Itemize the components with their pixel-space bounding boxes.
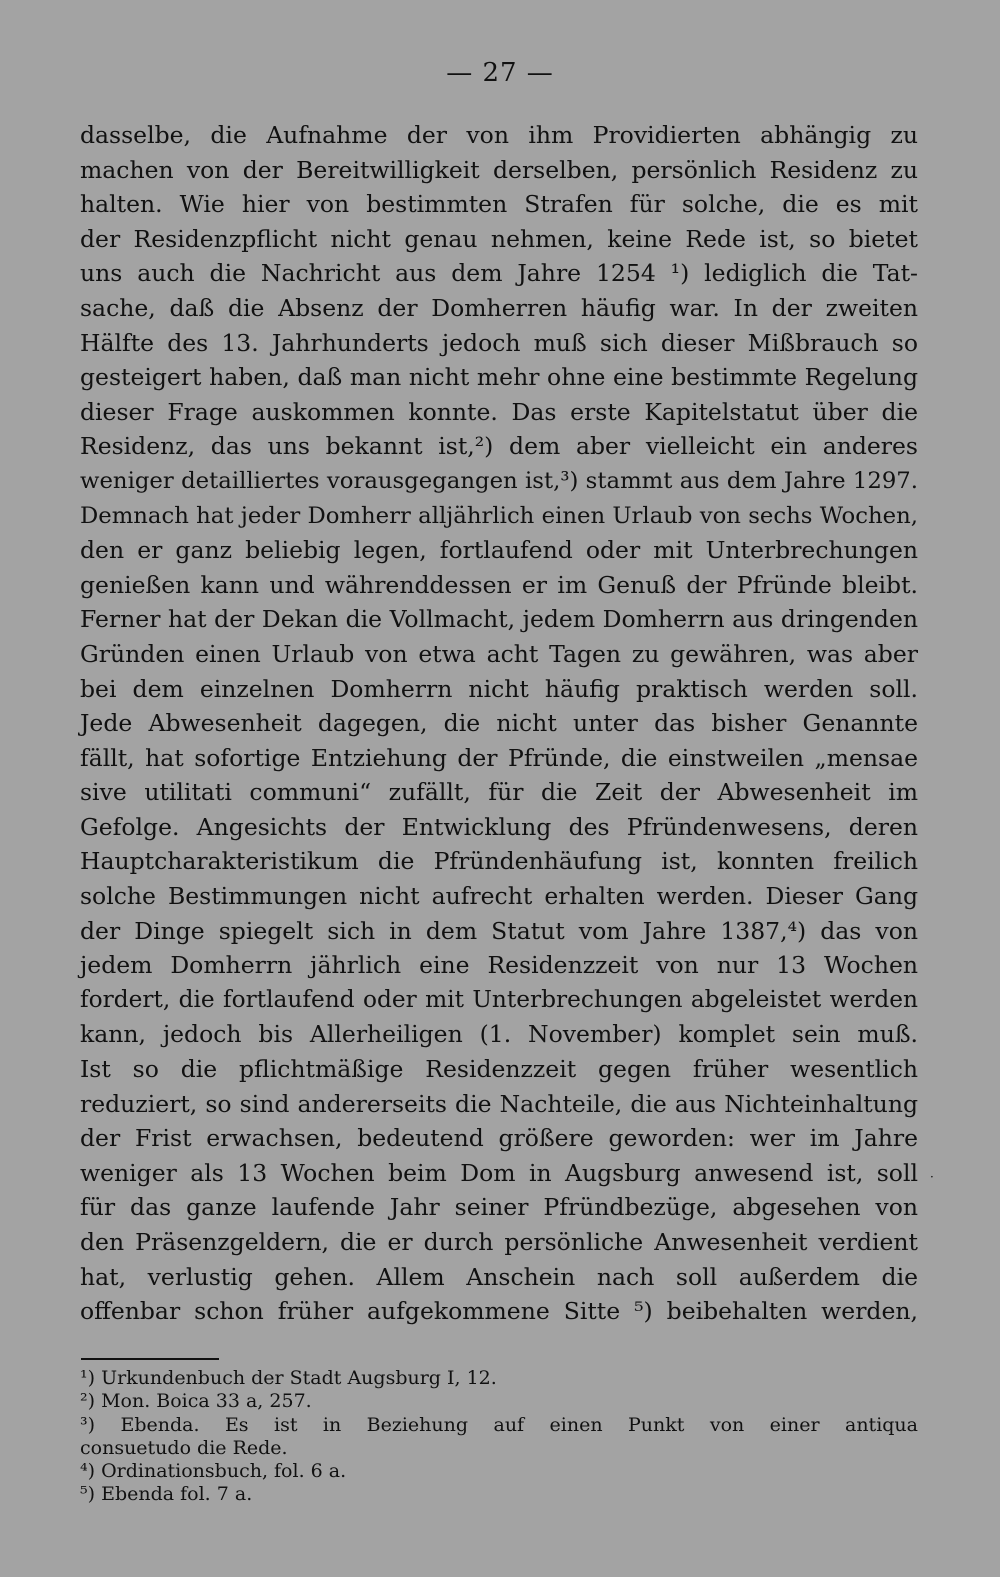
text-line: den er ganz beliebig legen, fortlaufend oder mit Unterbrechungen [80,536,918,565]
footnote-line: ²) Mon. Boica 33 a, 257. [80,1390,312,1413]
text-line: sache, daß die Absenz der Domherren häufig war. In der zweiten [80,293,918,322]
text-line: hat, verlustig gehen. Allem Anschein nach soll außerdem die [80,1262,918,1291]
footnote-line: ³) Ebenda. Es ist in Beziehung auf einen Punkt von einer antiqua [80,1413,918,1436]
text-line: Ist so die pflichtmäßige Residenzzeit gegen früher wesentlich [80,1055,918,1084]
text-line: solche Bestimmungen nicht aufrecht erhalten werden. Dieser Gang [80,882,918,911]
footnote-line: ⁴) Ordinationsbuch, fol. 6 a. [80,1460,347,1483]
text-line: bei dem einzelnen Domherrn nicht häufig praktisch werden soll. [80,674,918,703]
footnote-divider [81,1358,219,1360]
text-line: Gefolge. Angesichts der Entwicklung des Pfründenwesens, deren [80,812,918,841]
text-line: gesteigert haben, daß man nicht mehr ohne eine bestimmte Regelung [80,363,918,392]
body-text [80,118,918,1329]
text-line: fordert, die fortlaufend oder mit Unterbrechungen abgeleistet werden [80,985,918,1013]
text-line: der Dinge spiegelt sich in dem Statut vom Jahre 1387,⁴) das von [80,916,918,945]
text-line: fällt, hat sofortige Entziehung der Pfründe, die einstweilen „mensae [80,743,918,772]
text-line: weniger detailliertes vorausgegangen ist,³) stammt aus dem Jahre 1297. [80,467,918,494]
text-line: für das ganze laufende Jahr seiner Pfründbezüge, abgesehen von [80,1193,918,1222]
text-line: jedem Domherrn jährlich eine Residenzzeit von nur 13 Wochen [80,951,918,980]
text-line: Residenz, das uns bekannt ist,²) dem aber vielleicht ein anderes [80,432,918,461]
page-number: — 27 — [446,58,554,88]
text-line: den Präsenzgeldern, die er durch persönliche Anwesenheit verdient [80,1228,918,1256]
footnote-line: ⁵) Ebenda fol. 7 a. [80,1483,253,1506]
text-line: Ferner hat der Dekan die Vollmacht, jedem Domherrn aus dringenden [80,605,918,634]
text-line: Hälfte des 13. Jahrhunderts jedoch muß sich dieser Mißbrauch so [80,328,918,357]
text-line: Jede Abwesenheit dagegen, die nicht unter das bisher Genannte [80,709,918,738]
text-line: sive utilitati communi“ zufällt, für die Zeit der Abwesenheit im [80,778,918,807]
text-line: weniger als 13 Wochen beim Dom in Augsburg anwesend ist, soll [80,1158,918,1187]
text-line: Demnach hat jeder Domherr alljährlich einen Urlaub von sechs Wochen, [80,502,918,529]
text-line: kann, jedoch bis Allerheiligen (1. November) komplet sein muß. [80,1020,918,1049]
text-line: Gründen einen Urlaub von etwa acht Tagen zu gewähren, was aber [80,639,918,668]
stray-mark: · [930,1170,934,1184]
text-line: genießen kann und währenddessen er im Genuß der Pfründe bleibt. [80,570,918,599]
text-line: der Residenzpflicht nicht genau nehmen, keine Rede ist, so bietet [80,224,918,253]
text-line: halten. Wie hier von bestimmten Strafen für solche, die es mit [80,190,918,219]
text-line: uns auch die Nachricht aus dem Jahre 1254 ¹) lediglich die Tat- [80,259,918,288]
footnote-line: ¹) Urkundenbuch der Stadt Augsburg I, 12. [80,1367,497,1389]
text-line: dasselbe, die Aufnahme der von ihm Providierten abhängig zu [80,121,918,149]
text-line: offenbar schon früher aufgekommene Sitte ⁵) beibehalten werden, [80,1297,918,1326]
text-line: Hauptcharakteristikum die Pfründenhäufung ist, konnten freilich [80,847,918,876]
text-line: reduziert, so sind andererseits die Nachteile, die aus Nichteinhaltung [80,1089,918,1118]
text-line: dieser Frage auskommen konnte. Das erste Kapitelstatut über die [80,397,918,426]
text-line: machen von der Bereitwilligkeit derselben, persönlich Residenz zu [80,155,918,184]
text-line: der Frist erwachsen, bedeutend größere geworden: wer im Jahre [80,1124,918,1153]
footnotes [80,1367,918,1507]
footnote-line: consuetudo die Rede. [80,1436,288,1459]
